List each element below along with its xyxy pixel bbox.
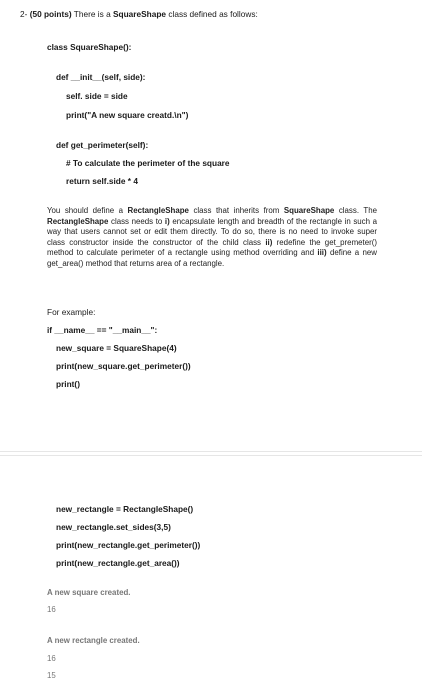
instr-text-7: define a new get_area() method that returns area of a rectangle. — [47, 248, 377, 268]
instr-text-2: class that inherits from — [188, 206, 284, 215]
question-class-name: SquareShape — [113, 9, 167, 19]
code-perimeter-return: return self.side * 4 — [66, 176, 138, 186]
output-square-created: A new square created. — [47, 588, 131, 597]
example-label: For example: — [47, 307, 96, 317]
instruction-paragraph — [47, 206, 377, 269]
section-divider-bottom — [0, 455, 422, 456]
code-print-square-perimeter: print(new_square.get_perimeter()) — [56, 361, 191, 371]
output-rectangle-perimeter: 16 — [47, 654, 56, 663]
instr-text-5: encapsulate length and breadth of the rectangle in such a way that users cannot set or edit them directly. To do so, there is no need to invoke super class constructor inside the constructor of the child class — [47, 216, 377, 247]
output-square-perimeter: 16 — [47, 605, 56, 614]
instr-label-iii: iii) — [317, 248, 327, 257]
code-init-assign: self. side = side — [66, 91, 128, 101]
instr-text-4: class needs to — [108, 216, 165, 226]
section-divider-top — [0, 451, 422, 452]
code-new-rectangle: new_rectangle = RectangleShape() — [56, 504, 194, 514]
instr-label-ii: ii) — [265, 237, 273, 247]
code-print-rect-area: print(new_rectangle.get_area()) — [56, 558, 180, 568]
output-rectangle-area: 15 — [47, 671, 56, 680]
instr-text-3: class. The — [334, 206, 377, 215]
question-header — [20, 9, 258, 19]
code-set-sides: new_rectangle.set_sides(3,5) — [56, 522, 171, 532]
instr-text-1: You should define a — [47, 206, 128, 215]
code-main-guard: if __name__ == "__main__": — [47, 325, 158, 335]
code-class-declaration: class SquareShape(): — [47, 42, 132, 52]
question-text-after: class defined as follows: — [166, 9, 258, 19]
code-perimeter-comment: # To calculate the perimeter of the square — [66, 158, 230, 168]
question-points: (50 points) — [29, 9, 72, 19]
question-text-before: There is a — [71, 9, 113, 19]
code-perimeter-def: def get_perimeter(self): — [56, 140, 149, 150]
instr-rect-name: RectangleShape — [127, 206, 189, 215]
instr-label-i: i) — [164, 216, 170, 226]
code-print-rect-perimeter: print(new_rectangle.get_perimeter()) — [56, 540, 201, 550]
output-rectangle-created: A new rectangle created. — [47, 636, 140, 645]
code-new-square: new_square = SquareShape(4) — [56, 343, 177, 353]
code-init-def: def __init__(self, side): — [56, 72, 146, 82]
code-print-empty: print() — [56, 379, 80, 389]
question-number: 2- — [20, 9, 30, 19]
instr-text-6: redefine the get_premeter() method to calculate perimeter of a rectangle using method overriding and — [47, 237, 377, 257]
code-init-print: print("A new square creatd.\n") — [66, 110, 189, 120]
instr-rect-name-2: RectangleShape — [47, 216, 109, 226]
instr-square-name: SquareShape — [283, 206, 335, 215]
